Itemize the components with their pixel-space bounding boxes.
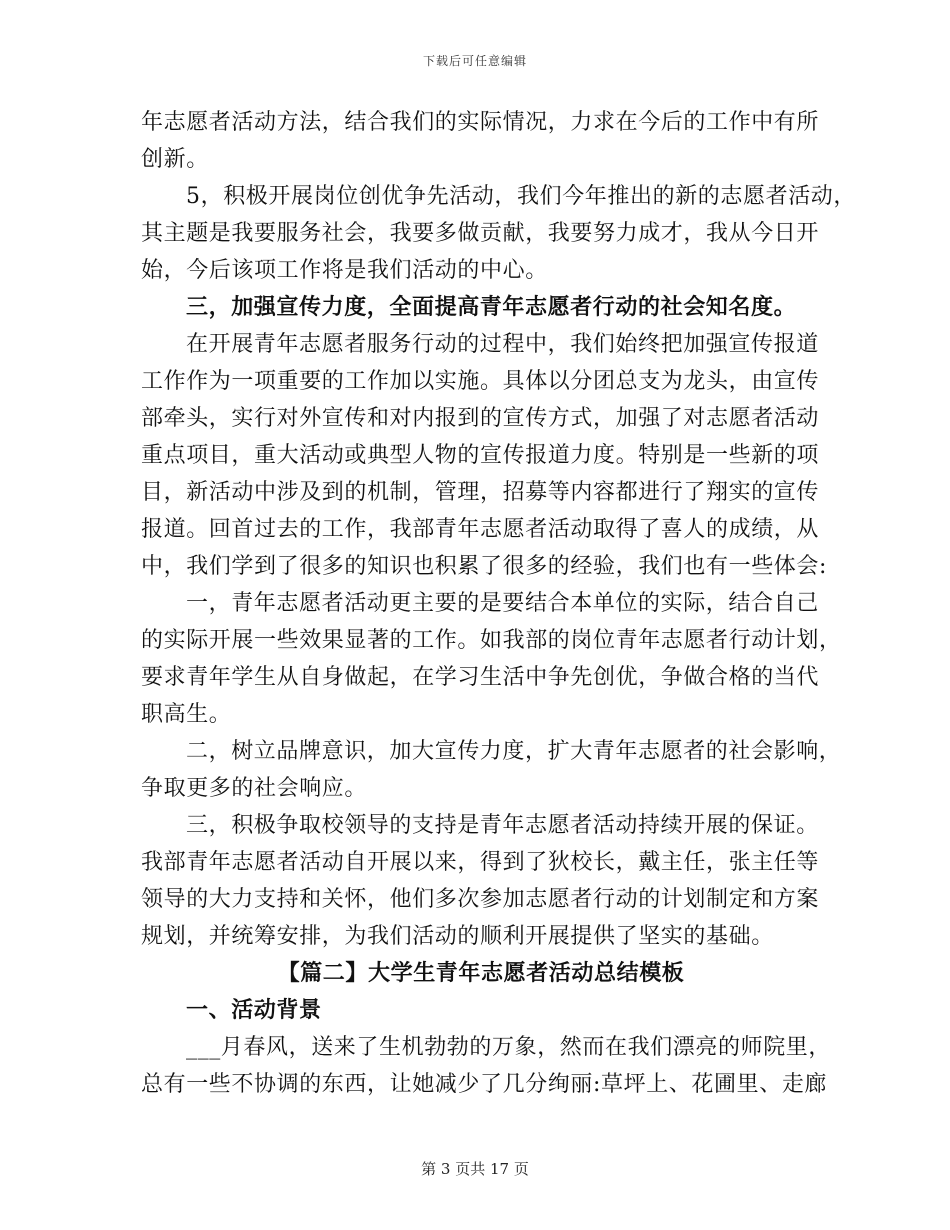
section-heading: 【篇二】大学生青年志愿者活动总结模板 — [277, 960, 685, 986]
paragraph-line: 领导的大力支持和关怀，他们多次参加志愿者行动的计划制定和方案 — [141, 887, 820, 912]
paragraph-line: 一，青年志愿者活动更主要的是要结合本单位的实际，结合自己 — [186, 591, 819, 616]
paragraph-line: 职高生。 — [141, 702, 232, 727]
paragraph-line: 中，我们学到了很多的知识也积累了很多的经验，我们也有一些体会: — [141, 554, 828, 579]
paragraph-line: 始，今后该项工作将是我们活动的中心。 — [141, 258, 548, 283]
paragraph-line: 重点项目，重大活动或典型人物的宣传报道力度。特别是一些新的项 — [141, 443, 820, 468]
paragraph-line: 年志愿者活动方法，结合我们的实际情况，力求在今后的工作中有所 — [141, 110, 820, 135]
paragraph-line: 在开展青年志愿者服务行动的过程中，我们始终把加强宣传报道 — [186, 332, 819, 357]
paragraph-line: 二，树立品牌意识，加大宣传力度，扩大青年志愿者的社会影响， — [186, 739, 842, 764]
page-header: 下载后可任意编辑 — [422, 54, 527, 68]
paragraph-line: 的实际开展一些效果显著的工作。如我部的岗位青年志愿者行动计划， — [141, 628, 842, 653]
document-body — [141, 104, 856, 1103]
paragraph-line: 5，积极开展岗位创优争先活动，我们今年推出的新的志愿者活动， — [186, 184, 856, 209]
paragraph-line: 要求青年学生从自身做起，在学习生活中争先创优，争做合格的当代 — [141, 665, 820, 690]
section-heading: 三，加强宣传力度，全面提高青年志愿者行动的社会知名度。 — [186, 294, 797, 320]
paragraph-line: 目，新活动中涉及到的机制，管理，招募等内容都进行了翔实的宣传 — [141, 480, 820, 505]
paragraph-line: 我部青年志愿者活动自开展以来，得到了狄校长，戴主任，张主任等 — [141, 850, 820, 875]
page-footer: 第 3 页共 17 页 — [421, 1160, 529, 1178]
paragraph-line: 部牵头，实行对外宣传和对内报到的宣传方式，加强了对志愿者活动 — [141, 406, 820, 431]
paragraph-line: 报道。回首过去的工作，我部青年志愿者活动取得了喜人的成绩，从 — [141, 517, 820, 542]
paragraph-line: 总有一些不协调的东西，让她减少了几分绚丽:草坪上、花圃里、走廊 — [141, 1072, 828, 1097]
paragraph-line: 三，积极争取校领导的支持是青年志愿者活动持续开展的保证。 — [186, 813, 819, 838]
section-heading: 一、活动背景 — [186, 997, 322, 1023]
paragraph-line: 工作作为一项重要的工作加以实施。具体以分团总支为龙头，由宣传 — [141, 369, 820, 394]
paragraph-line: 创新。 — [141, 147, 209, 172]
paragraph-line: 争取更多的社会响应。 — [141, 776, 368, 801]
paragraph-line: ___月春风，送来了生机勃勃的万象，然而在我们漂亮的师院里， — [186, 1035, 832, 1060]
paragraph-line: 其主题是我要服务社会，我要多做贡献，我要努力成才，我从今日开 — [141, 221, 820, 246]
paragraph-line: 规划，并统筹安排，为我们活动的顺利开展提供了坚实的基础。 — [141, 924, 774, 949]
